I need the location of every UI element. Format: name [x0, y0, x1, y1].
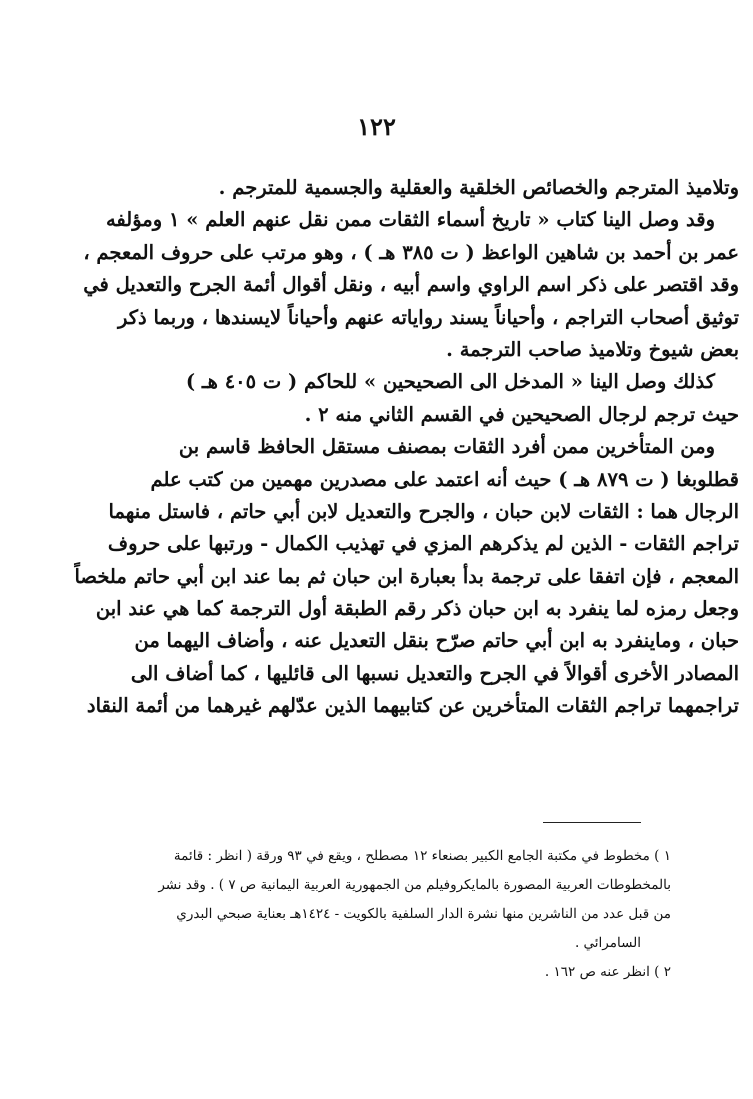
text-line: الرجال هما : الثقات لابن حبان ، والجرح والتعديل لابن أبي حاتم ، فاستل منهما [108, 499, 739, 523]
text-line: تراجمهما تراجم الثقات المتأخرين عن كتابيهما الذين عدّلهم غيرهما من أئمة النقاد [86, 694, 739, 718]
text-line: وقد اقتصر على ذكر اسم الراوي واسم أبيه ، ونقل أقوال أئمة الجرح والتعديل في [83, 273, 739, 297]
main-text [62, 172, 739, 723]
text-line: ومن المتأخرين ممن أفرد الثقات بمصنف مستقل الحافظ قاسم بن [178, 435, 715, 459]
text-line: قطلوبغا ( ت ٨٧٩ هـ ) حيث أنه اعتمد على مصدرين مهمين من كتب علم [150, 467, 739, 491]
text-line: وتلاميذ المترجم والخصائص الخلقية والعقلية والجسمية للمترجم . [218, 176, 739, 199]
footnote-line: من قبل عدد من الناشرين منها نشرة الدار السلفية بالكويت - ١٤٢٤هـ بعناية صبحي البدري [176, 906, 671, 922]
text-line: تراجم الثقات - الذين لم يذكرهم المزي في تهذيب الكمال - ورتبها على حروف [107, 532, 739, 556]
text-line: كذلك وصل الينا « المدخل الى الصحيحين » للحاكم ( ت ٤٠٥ هـ ) [185, 370, 715, 394]
text-line: عمر بن أحمد بن شاهين الواعظ ( ت ٣٨٥ هـ ) ، وهو مرتب على حروف المعجم ، [83, 240, 739, 264]
text-line: وجعل رمزه لما ينفرد به ابن حبان ذكر رقم الطبقة أول الترجمة كما هي عند ابن [95, 597, 739, 621]
text-line: حبان ، وماينفرد به ابن أبي حاتم صرّح بنقل التعديل عنه ، وأضاف اليهما من [134, 629, 739, 653]
text-line: المعجم ، فإن اتفقا على ترجمة بدأ بعبارة ابن حبان ثم بما عند ابن أبي حاتم ملخصاً [74, 564, 739, 588]
page-number: ١٢٢ [357, 112, 396, 141]
footnote-line: بالمخطوطات العربية المصورة بالمايكروفيلم من الجمهورية العربية اليمانية ص ٧ ) . وقد نشر [158, 877, 671, 893]
footnote-line: السامرائي . [574, 935, 641, 951]
footnote-line: ١ ) مخطوط في مكتبة الجامع الكبير بصنعاء ١٢ مصطلح ، ويقع في ٩٣ ورقة ( انظر : قائمة [173, 848, 671, 864]
footnote-line: ٢ ) انظر عنه ص ١٦٢ . [544, 964, 671, 980]
text-line: بعض شيوخ وتلاميذ صاحب الترجمة . [446, 337, 739, 361]
text-line: حيث ترجم لرجال الصحيحين في القسم الثاني منه ٢ . [304, 402, 739, 426]
text-line: وقد وصل الينا كتاب « تاريخ أسماء الثقات ممن نقل عنهم العلم » ١ ومؤلفه [105, 208, 715, 232]
footnote-divider [543, 822, 641, 823]
footnotes [82, 842, 671, 987]
text-line: توثيق أصحاب التراجم ، وأحياناً يسند رواياته عنهم وأحياناً لايسندها ، وربما ذكر [117, 305, 739, 329]
text-line: المصادر الأخرى أقوالاً في الجرح والتعديل نسبها الى قائليها ، كما أضاف الى [130, 661, 739, 685]
